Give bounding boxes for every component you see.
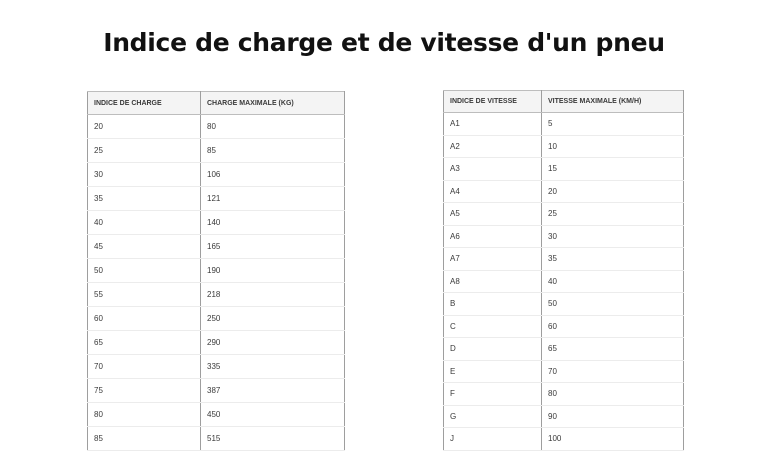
index-cell: 35: [88, 187, 201, 211]
table-row: [444, 293, 684, 316]
index-cell: A7: [444, 248, 542, 271]
table-row: [444, 180, 684, 203]
max-value-cell: 20: [542, 180, 684, 203]
table-row: [88, 139, 345, 163]
max-value-cell: 15: [542, 158, 684, 181]
max-value-cell: 450: [201, 403, 345, 427]
index-cell: 70: [88, 355, 201, 379]
table-header-row: [444, 91, 684, 113]
max-value-cell: 140: [201, 211, 345, 235]
max-value-cell: 290: [201, 331, 345, 355]
table-row: [444, 158, 684, 181]
max-value-cell: 65: [542, 338, 684, 361]
table-row: [88, 307, 345, 331]
max-value-cell: 35: [542, 248, 684, 271]
index-cell: D: [444, 338, 542, 361]
table-row: [88, 259, 345, 283]
max-value-cell: 60: [542, 315, 684, 338]
max-value-cell: 190: [201, 259, 345, 283]
table-row: [444, 270, 684, 293]
index-cell: 20: [88, 115, 201, 139]
max-value-cell: 218: [201, 283, 345, 307]
table-row: [444, 360, 684, 383]
table-row: [444, 248, 684, 271]
index-cell: F: [444, 383, 542, 406]
max-value-cell: 25: [542, 203, 684, 226]
table-row: [444, 225, 684, 248]
load-index-table: [87, 91, 345, 451]
table-row: [88, 211, 345, 235]
max-value-cell: 70: [542, 360, 684, 383]
table-row: [88, 163, 345, 187]
table-row: [88, 115, 345, 139]
max-value-cell: 30: [542, 225, 684, 248]
max-value-cell: 90: [542, 405, 684, 428]
index-cell: A1: [444, 113, 542, 136]
table-row: [444, 203, 684, 226]
max-value-cell: 335: [201, 355, 345, 379]
index-cell: A3: [444, 158, 542, 181]
max-value-cell: 165: [201, 235, 345, 259]
index-cell: 60: [88, 307, 201, 331]
max-value-cell: 250: [201, 307, 345, 331]
table-row: [444, 135, 684, 158]
index-cell: E: [444, 360, 542, 383]
index-cell: 55: [88, 283, 201, 307]
index-cell: 40: [88, 211, 201, 235]
index-cell: 65: [88, 331, 201, 355]
max-value-cell: 515: [201, 427, 345, 451]
page-title: Indice de charge et de vitesse d'un pneu: [103, 28, 665, 57]
index-cell: 75: [88, 379, 201, 403]
index-cell: A5: [444, 203, 542, 226]
index-cell: G: [444, 405, 542, 428]
table-row: [444, 405, 684, 428]
table-row: [444, 428, 684, 451]
column-header-load-index: INDICE DE CHARGE: [88, 92, 201, 115]
table-row: [88, 379, 345, 403]
index-cell: J: [444, 428, 542, 451]
table-row: [88, 403, 345, 427]
speed-index-table: [443, 90, 684, 451]
index-cell: 85: [88, 427, 201, 451]
max-value-cell: 387: [201, 379, 345, 403]
max-value-cell: 106: [201, 163, 345, 187]
max-value-cell: 50: [542, 293, 684, 316]
table-row: [444, 383, 684, 406]
column-header-max-load: CHARGE MAXIMALE (KG): [201, 92, 345, 115]
max-value-cell: 121: [201, 187, 345, 211]
max-value-cell: 80: [201, 115, 345, 139]
max-value-cell: 10: [542, 135, 684, 158]
index-cell: 80: [88, 403, 201, 427]
index-cell: A6: [444, 225, 542, 248]
index-cell: 45: [88, 235, 201, 259]
index-cell: A2: [444, 135, 542, 158]
table-row: [444, 113, 684, 136]
table-row: [88, 355, 345, 379]
max-value-cell: 80: [542, 383, 684, 406]
column-header-max-speed: VITESSE MAXIMALE (KM/H): [542, 91, 684, 113]
table-row: [88, 283, 345, 307]
index-cell: C: [444, 315, 542, 338]
table-row: [88, 427, 345, 451]
index-cell: 50: [88, 259, 201, 283]
index-cell: A8: [444, 270, 542, 293]
table-row: [88, 331, 345, 355]
table-row: [444, 315, 684, 338]
max-value-cell: 5: [542, 113, 684, 136]
table-row: [88, 235, 345, 259]
index-cell: 25: [88, 139, 201, 163]
max-value-cell: 40: [542, 270, 684, 293]
column-header-speed-index: INDICE DE VITESSE: [444, 91, 542, 113]
table-row: [88, 187, 345, 211]
index-cell: 30: [88, 163, 201, 187]
index-cell: B: [444, 293, 542, 316]
table-row: [444, 338, 684, 361]
max-value-cell: 85: [201, 139, 345, 163]
table-header-row: [88, 92, 345, 115]
index-cell: A4: [444, 180, 542, 203]
max-value-cell: 100: [542, 428, 684, 451]
